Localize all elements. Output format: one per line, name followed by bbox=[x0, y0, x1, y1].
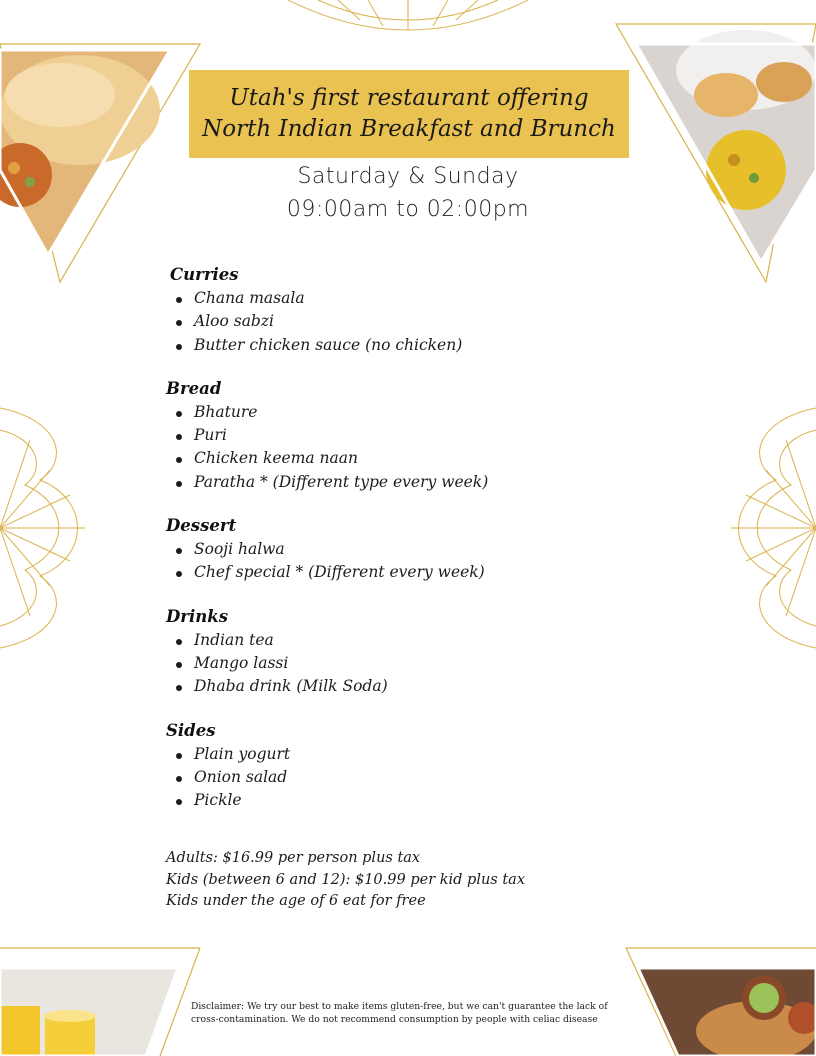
food-photo-paratha-bottom-right bbox=[606, 946, 816, 1056]
section-heading: Curries bbox=[170, 265, 239, 284]
list-item: Mango lassi bbox=[194, 652, 606, 675]
menu-list bbox=[166, 264, 606, 833]
section-heading: Sides bbox=[166, 720, 216, 740]
list-item: Dhaba drink (Milk Soda) bbox=[194, 675, 606, 698]
price-under-six: Kids under the age of 6 eat for free bbox=[166, 893, 426, 909]
menu-section-curries bbox=[166, 264, 606, 357]
price-adults: Adults: $16.99 per person plus tax bbox=[166, 850, 421, 866]
list-item: Aloo sabzi bbox=[194, 310, 606, 333]
list-item: Pickle bbox=[194, 789, 606, 812]
menu-section-sides bbox=[166, 720, 606, 813]
hours-time: 09:00am to 02:00pm bbox=[286, 197, 530, 222]
list-item: Paratha * (Different type every week) bbox=[194, 471, 606, 494]
mandala-ornament-right bbox=[724, 400, 816, 656]
mandala-ornament-top bbox=[288, 0, 528, 40]
list-item: Puri bbox=[194, 424, 606, 447]
list-item: Indian tea bbox=[194, 629, 606, 652]
section-heading: Drinks bbox=[166, 606, 228, 626]
price-kids: Kids (between 6 and 12): $10.99 per kid plus tax bbox=[166, 871, 526, 888]
list-item: Bhature bbox=[194, 401, 606, 424]
list-item: Sooji halwa bbox=[194, 538, 606, 561]
hours-days: Saturday & Sunday bbox=[297, 164, 519, 189]
food-photo-lassi-bottom-left bbox=[0, 946, 210, 1056]
menu-section-dessert bbox=[166, 515, 606, 585]
list-item: Chicken keema naan bbox=[194, 447, 606, 470]
list-item: Plain yogurt bbox=[194, 743, 606, 766]
food-photo-bhature-top-left bbox=[0, 0, 210, 290]
mandala-ornament-left bbox=[0, 400, 92, 656]
list-item: Chana masala bbox=[194, 287, 606, 310]
headline-text: Utah's first restaurant offering North Indian Breakfast and Brunch bbox=[202, 85, 616, 142]
menu-section-drinks bbox=[166, 606, 606, 699]
headline-banner bbox=[189, 70, 629, 158]
list-item: Onion salad bbox=[194, 766, 606, 789]
list-item: Chef special * (Different every week) bbox=[194, 561, 606, 584]
food-photo-puri-top-right bbox=[606, 0, 816, 290]
section-heading: Dessert bbox=[166, 516, 237, 536]
disclaimer-text: Disclaimer: We try our best to make items gluten-free, but we can't guarantee the lack of cross-contamination. We do not recommend consumption by people with celiac disease bbox=[191, 1001, 608, 1025]
menu-section-bread bbox=[166, 378, 606, 494]
list-item: Butter chicken sauce (no chicken) bbox=[194, 334, 606, 357]
pricing-block bbox=[166, 848, 646, 913]
section-heading: Bread bbox=[166, 378, 222, 398]
